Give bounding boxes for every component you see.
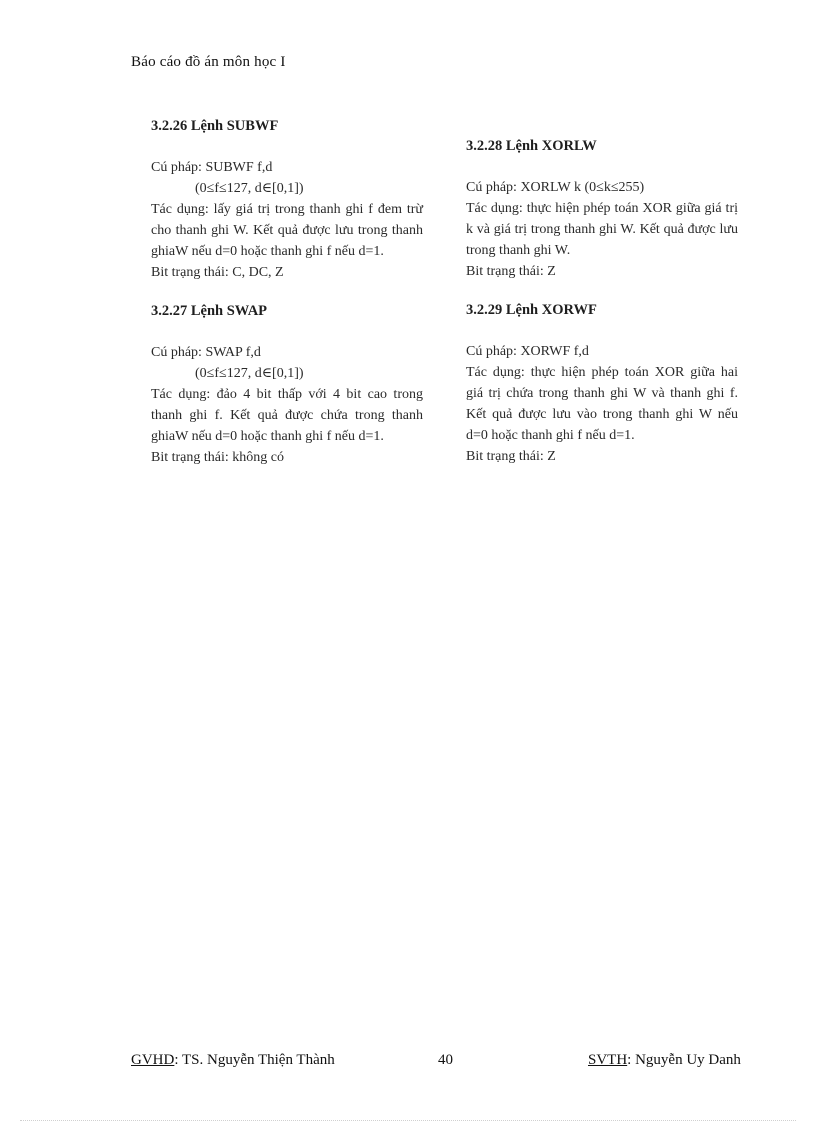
syntax-line: Cú pháp: XORLW k (0≤k≤255) xyxy=(466,180,645,195)
section-xorlw xyxy=(466,136,738,282)
syntax-line: Cú pháp: XORWF f,d xyxy=(466,344,589,359)
section-subwf xyxy=(151,116,423,283)
section-swap xyxy=(151,301,423,468)
footer-supervisor xyxy=(131,1052,335,1069)
effect-text: Tác dụng: thực hiện phép toán XOR giữa giá trị k và giá trị trong thanh ghi W. Kết quả được lưu trong thanh ghi W. xyxy=(466,201,738,258)
range-line: (0≤f≤127, d∈[0,1]) xyxy=(195,181,304,196)
section-title: 3.2.26 Lệnh SUBWF xyxy=(151,118,279,134)
svth-name: : Nguyễn Uy Danh xyxy=(627,1052,741,1068)
section-title: 3.2.28 Lệnh XORLW xyxy=(466,138,597,154)
page-header: Báo cáo đồ án môn học I xyxy=(131,54,286,70)
range-line: (0≤f≤127, d∈[0,1]) xyxy=(195,366,304,381)
footer-student xyxy=(588,1052,741,1069)
status-line: Bit trạng thái: C, DC, Z xyxy=(151,265,284,280)
status-line: Bit trạng thái: Z xyxy=(466,449,556,464)
syntax-line: Cú pháp: SUBWF f,d xyxy=(151,160,273,175)
effect-text: Tác dụng: lấy giá trị trong thanh ghi f đem trừ cho thanh ghi W. Kết quả được lưu trong thanh ghiaW nếu d=0 hoặc thanh ghi f nếu d=1. xyxy=(151,202,423,259)
status-line: Bit trạng thái: không có xyxy=(151,450,284,465)
syntax-line: Cú pháp: SWAP f,d xyxy=(151,345,261,360)
right-column xyxy=(466,136,738,485)
status-line: Bit trạng thái: Z xyxy=(466,264,556,279)
page-number: 40 xyxy=(438,1052,453,1068)
gvhd-name: : TS. Nguyễn Thiện Thành xyxy=(174,1052,335,1068)
section-xorwf xyxy=(466,300,738,467)
bottom-divider xyxy=(20,1120,796,1121)
svth-label: SVTH xyxy=(588,1052,628,1068)
section-title: 3.2.29 Lệnh XORWF xyxy=(466,302,597,318)
left-column xyxy=(151,116,423,486)
effect-text: Tác dụng: đảo 4 bit thấp với 4 bit cao trong thanh ghi f. Kết quả được chứa trong thanh ghiaW nếu d=0 hoặc thanh ghi f nếu d=1. xyxy=(151,387,423,444)
gvhd-label: GVHD xyxy=(131,1052,175,1068)
section-title: 3.2.27 Lệnh SWAP xyxy=(151,303,268,319)
effect-text: Tác dụng: thực hiện phép toán XOR giữa hai giá trị chứa trong thanh ghi W và thanh ghi f. Kết quả được lưu vào trong thanh ghi W nếu d=0 hoặc thanh ghi f nếu d=1. xyxy=(466,365,738,443)
